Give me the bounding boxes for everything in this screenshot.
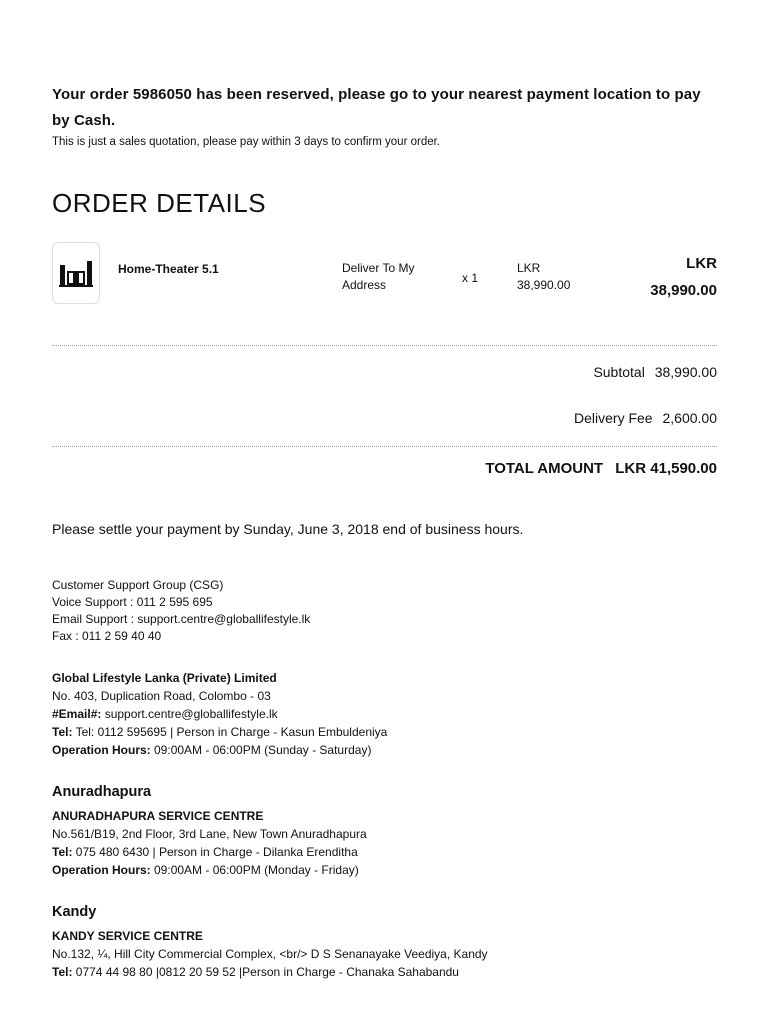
hours-value: 09:00AM - 06:00PM (Monday - Friday) xyxy=(150,863,359,877)
item-name[interactable]: Home-Theater 5.1 xyxy=(118,262,219,276)
order-item-row xyxy=(52,242,717,306)
fax-number: Fax : 011 2 59 40 40 xyxy=(52,629,162,643)
order-reserved-headline: Your order 5986050 has been reserved, please go to your nearest payment location to pay by Cash. xyxy=(52,86,701,129)
delivery-fee-row xyxy=(568,410,717,426)
product-thumbnail[interactable] xyxy=(52,242,100,304)
tel-label: Tel: xyxy=(52,965,73,979)
item-quantity: x 1 xyxy=(462,271,479,285)
company-email xyxy=(52,705,387,723)
email-support: Email Support : support.centre@globallifestyle.lk xyxy=(52,612,311,626)
company-name: Global Lifestyle Lanka (Private) Limited xyxy=(52,671,277,685)
anuradhapura-centre-block xyxy=(52,807,367,879)
company-hours xyxy=(52,741,387,759)
centre-name: ANURADHAPURA SERVICE CENTRE xyxy=(52,809,264,823)
head-office-block xyxy=(52,669,387,759)
item-delivery-method: Deliver To My Address xyxy=(342,261,415,292)
item-unit-price xyxy=(517,260,597,294)
voice-support: Voice Support : 011 2 595 695 xyxy=(52,595,213,609)
total-currency: LKR xyxy=(686,255,717,272)
centre-tel xyxy=(52,963,488,981)
unit-price-value: 38,990.00 xyxy=(517,278,571,292)
centre-address: No.561/B19, 2nd Floor, 3rd Lane, New Town Anuradhapura xyxy=(52,827,367,841)
hours-label: Operation Hours: xyxy=(52,863,151,877)
divider xyxy=(52,446,717,447)
total-amount-value: LKR 41,590.00 xyxy=(615,460,717,477)
subtotal-value: 38,990.00 xyxy=(654,364,717,380)
hours-value: 09:00AM - 06:00PM (Sunday - Saturday) xyxy=(150,743,372,757)
centre-address: No.132, ¼, Hill City Commercial Complex, <br/> D S Senanayake Veediya, Kandy xyxy=(52,947,488,961)
centre-tel xyxy=(52,843,367,861)
centre-name: KANDY SERVICE CENTRE xyxy=(52,929,203,943)
tel-value: 0774 44 98 80 |0812 20 59 52 |Person in Charge - Chanaka Sahabandu xyxy=(72,965,459,979)
delivery-fee-label: Delivery Fee xyxy=(574,410,653,426)
subtotal-label: Subtotal xyxy=(593,364,645,380)
quotation-note: This is just a sales quotation, please pay within 3 days to confirm your order. xyxy=(52,136,441,148)
total-price-value: 38,990.00 xyxy=(650,282,717,299)
subtotal-row xyxy=(587,364,717,380)
order-details-title: ORDER DETAILS xyxy=(52,188,267,218)
tel-value: Tel: 0112 595695 | Person in Charge - Kasun Embuldeniya xyxy=(72,725,388,739)
company-address: No. 403, Duplication Road, Colombo - 03 xyxy=(52,689,271,703)
centre-hours xyxy=(52,861,367,879)
email-value[interactable]: support.centre@globallifestyle.lk xyxy=(101,707,278,721)
region-anuradhapura: Anuradhapura xyxy=(52,784,152,800)
payment-deadline: Please settle your payment by Sunday, June 3, 2018 end of business hours. xyxy=(52,521,524,537)
unit-currency: LKR xyxy=(517,261,541,275)
support-group-name: Customer Support Group (CSG) xyxy=(52,578,224,592)
tel-value: 075 480 6430 | Person in Charge - Dilanka Erenditha xyxy=(72,845,358,859)
email-label: #Email#: xyxy=(52,707,102,721)
divider xyxy=(52,345,717,346)
tel-label: Tel: xyxy=(52,725,73,739)
delivery-fee-value: 2,600.00 xyxy=(662,410,717,426)
home-theater-speakers-icon xyxy=(58,257,94,289)
region-kandy: Kandy xyxy=(52,904,97,920)
total-amount-label: TOTAL AMOUNT xyxy=(485,460,604,477)
total-amount-row xyxy=(485,460,717,477)
company-tel xyxy=(52,723,387,741)
hours-label: Operation Hours: xyxy=(52,743,151,757)
tel-label: Tel: xyxy=(52,845,73,859)
kandy-centre-block xyxy=(52,927,488,981)
item-total-price xyxy=(650,250,717,304)
customer-support-block xyxy=(52,577,310,645)
